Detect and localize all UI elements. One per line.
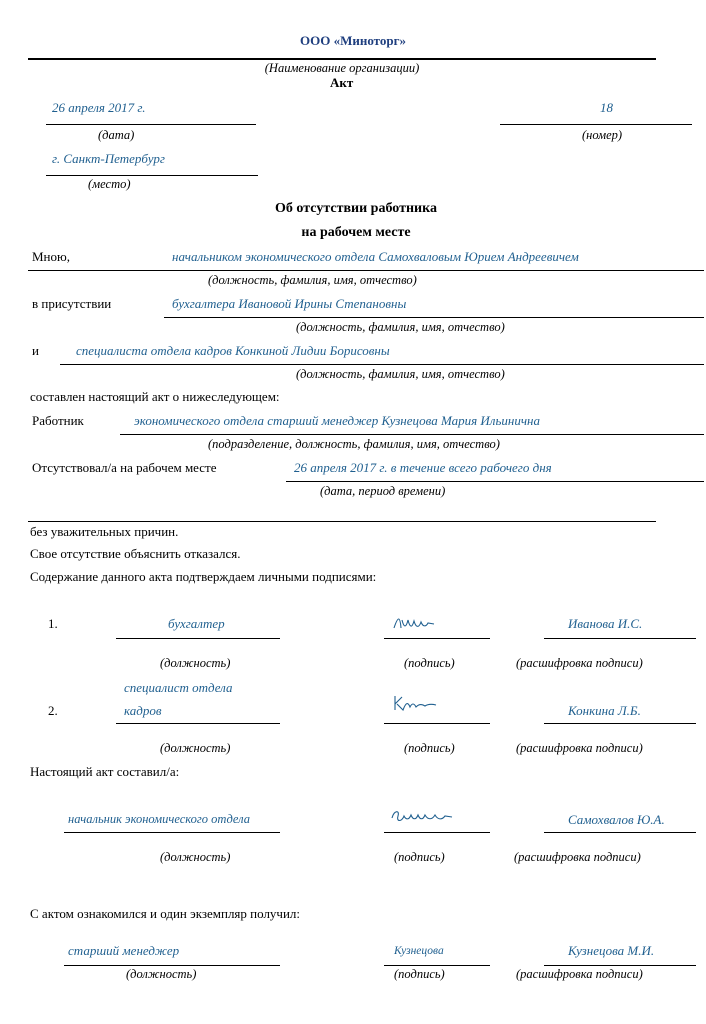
signer-position-caption: (должность) [160, 656, 231, 670]
employee-caption: (подразделение, должность, фамилия, имя, отчество) [208, 437, 500, 451]
composer-name-caption: (расшифровка подписи) [514, 850, 641, 864]
and-line [60, 364, 704, 365]
acquainted-label: С актом ознакомился и один экземпляр получил: [30, 906, 301, 921]
signer-number: 1. [48, 616, 58, 631]
org-underline [28, 58, 656, 60]
by-line [28, 270, 704, 271]
signer-signature-caption: (подпись) [404, 656, 455, 670]
employee-value: экономического отдела старший менеджер Кузнецова Мария Ильинична [134, 413, 540, 428]
signer-name-caption: (расшифровка подписи) [516, 656, 643, 670]
document-type: Акт [330, 75, 354, 90]
absent-caption: (дата, период времени) [320, 484, 446, 498]
signer-signature-caption: (подпись) [404, 741, 455, 755]
acquainted-name: Кузнецова М.И. [568, 943, 655, 958]
number-value: 18 [600, 100, 613, 115]
title-line-2: на рабочем месте [301, 225, 411, 240]
presence-line [164, 317, 704, 318]
signer-position-line [116, 638, 280, 639]
signer-signature [392, 612, 436, 634]
absent-label: Отсутствовал/а на рабочем месте [32, 460, 217, 475]
organization-name: ООО «Миноторг» [299, 33, 406, 48]
composer-name-line [544, 832, 696, 833]
title-line-1: Об отсутствии работника [275, 201, 437, 216]
and-caption: (должность, фамилия, имя, отчество) [296, 367, 505, 381]
employee-label: Работник [32, 413, 84, 428]
date-value: 26 апреля 2017 г. [52, 100, 146, 115]
acquainted-position-caption: (должность) [126, 967, 197, 981]
by-label: Мною, [32, 249, 70, 264]
composer-label: Настоящий акт составил/а: [30, 764, 180, 779]
signer-number: 2. [48, 703, 58, 718]
place-value: г. Санкт-Петербург [52, 151, 165, 166]
acquainted-signature-line [384, 965, 490, 966]
blank-line [28, 521, 656, 522]
absent-value: 26 апреля 2017 г. в течение всего рабочего дня [294, 460, 552, 475]
signer-signature-line [384, 638, 490, 639]
presence-caption: (должность, фамилия, имя, отчество) [296, 320, 505, 334]
acquainted-signature-caption: (подпись) [394, 967, 445, 981]
composer-signature-caption: (подпись) [394, 850, 445, 864]
signer-position: бухгалтер [168, 616, 225, 631]
signer-signature [392, 692, 440, 714]
signer-name-caption: (расшифровка подписи) [516, 741, 643, 755]
organization-caption: (Наименование организации) [264, 61, 420, 75]
and-label: и [32, 343, 39, 358]
signer-position-line-2: кадров [124, 703, 162, 718]
composer-position-caption: (должность) [160, 850, 231, 864]
signer-name-line [544, 638, 696, 639]
signer-name: Иванова И.С. [568, 616, 643, 631]
and-value: специалиста отдела кадров Конкиной Лидии Борисовны [76, 343, 390, 358]
date-caption: (дата) [98, 128, 135, 142]
acquainted-position: старший менеджер [68, 943, 180, 958]
reason-text: без уважительных причин. [30, 524, 179, 539]
acquainted-name-line [544, 965, 696, 966]
by-caption: (должность, фамилия, имя, отчество) [208, 273, 417, 287]
date-line [46, 124, 256, 125]
acquainted-signature: Кузнецова [394, 945, 444, 957]
by-value: начальником экономического отдела Самохваловым Юрием Андреевичем [172, 249, 579, 264]
composer-signature-line [384, 832, 490, 833]
acquainted-position-line [64, 965, 280, 966]
number-line [500, 124, 692, 125]
acquainted-name-caption: (расшифровка подписи) [516, 967, 643, 981]
number-caption: (номер) [582, 128, 623, 142]
presence-value: бухгалтера Ивановой Ирины Степановны [172, 296, 407, 311]
place-caption: (место) [88, 177, 131, 191]
confirm-text: Содержание данного акта подтверждаем личными подписями: [30, 569, 377, 584]
signer-position-line-1: специалист отдела [124, 680, 233, 695]
composer-position-line [64, 832, 280, 833]
absent-line [286, 481, 704, 482]
signer-position-line [116, 723, 280, 724]
compiled-text: составлен настоящий акт о нижеследующем: [30, 389, 280, 404]
signer-name: Конкина Л.Б. [568, 703, 641, 718]
presence-label: в присутствии [32, 296, 112, 311]
composer-signature [390, 804, 454, 826]
signer-name-line [544, 723, 696, 724]
place-line [46, 175, 258, 176]
employee-line [120, 434, 704, 435]
composer-position: начальник экономического отдела [68, 812, 251, 826]
signer-signature-line [384, 723, 490, 724]
composer-name: Самохвалов Ю.А. [568, 812, 665, 827]
signer-position-caption: (должность) [160, 741, 231, 755]
refused-text: Свое отсутствие объяснить отказался. [30, 546, 241, 561]
